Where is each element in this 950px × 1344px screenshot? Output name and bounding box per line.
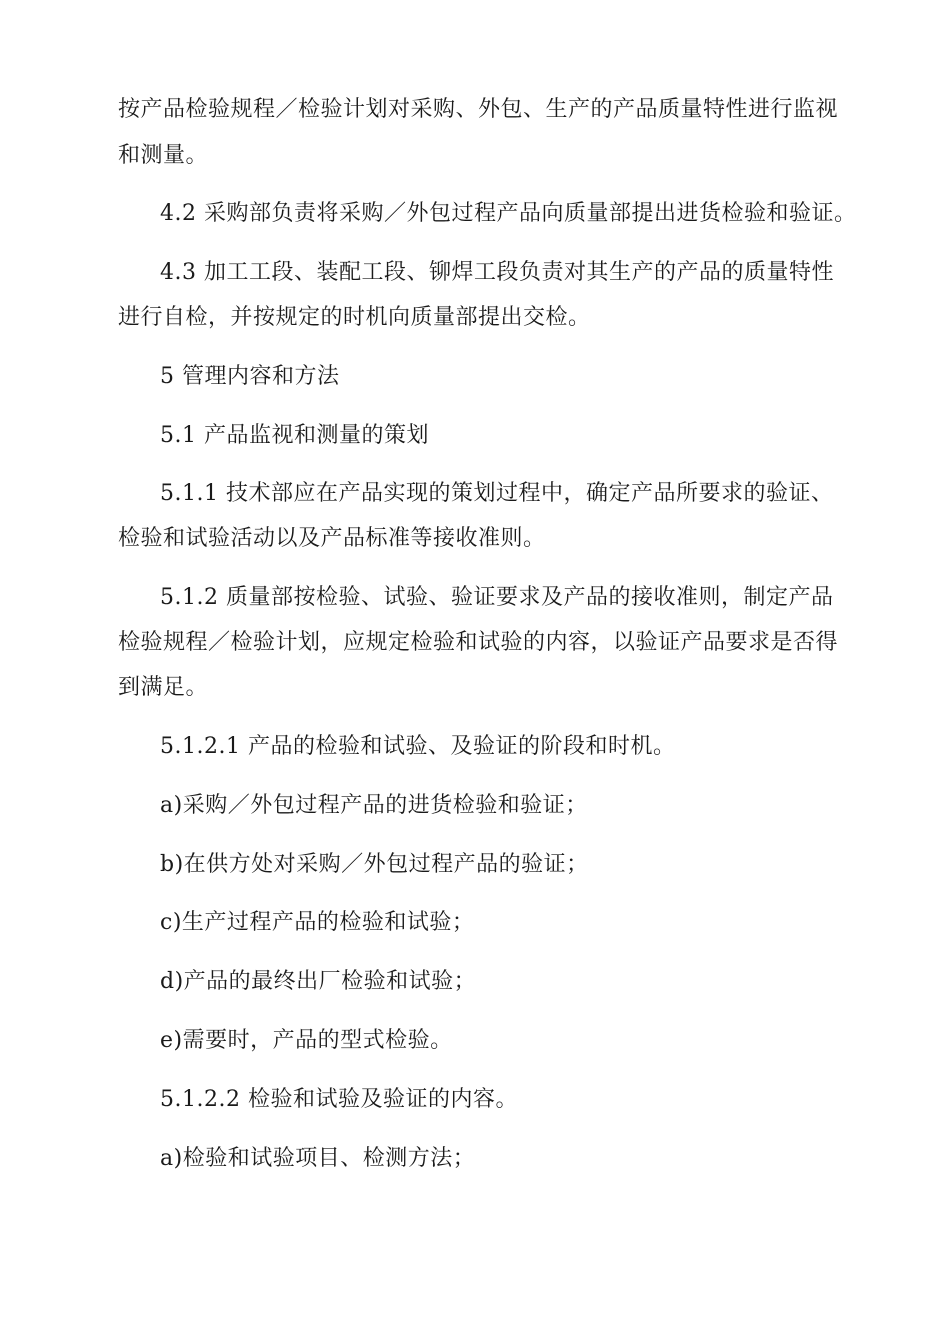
text-line: 5.1.2.2 检验和试验及验证的内容。: [160, 1087, 518, 1112]
text-line: 检验和试验活动以及产品标准等接收准则。: [118, 526, 546, 551]
section-heading: 5 管理内容和方法: [160, 364, 340, 389]
text-line: 进行自检，并按规定的时机向质量部提出交检。: [118, 305, 591, 330]
text-line: 和测量。: [118, 143, 209, 168]
section-heading: 5.1 产品监视和测量的策划: [160, 423, 429, 448]
list-item: e)需要时，产品的型式检验。: [160, 1028, 453, 1053]
text-line: 4.2 采购部负责将采购／外包过程产品向质量部提出进货检验和验证。: [160, 201, 857, 226]
text-line: 到满足。: [118, 675, 209, 700]
list-item: a)采购／外包过程产品的进货检验和验证；: [160, 793, 588, 818]
list-item: d)产品的最终出厂检验和试验；: [160, 969, 477, 994]
list-item: b)在供方处对采购／外包过程产品的验证；: [160, 852, 589, 877]
list-item: a)检验和试验项目、检测方法；: [160, 1146, 476, 1171]
text-line: 5.1.2.1 产品的检验和试验、及验证的阶段和时机。: [160, 734, 676, 759]
text-line: 5.1.1 技术部应在产品实现的策划过程中，确定产品所要求的验证、: [160, 481, 834, 506]
text-line: 5.1.2 质量部按检验、试验、验证要求及产品的接收准则，制定产品: [160, 585, 834, 610]
text-line: 检验规程／检验计划，应规定检验和试验的内容，以验证产品要求是否得: [118, 630, 839, 655]
list-item: c)生产过程产品的检验和试验；: [160, 910, 475, 935]
text-line: 4.3 加工工段、装配工段、铆焊工段负责对其生产的产品的质量特性: [160, 260, 834, 285]
text-line: 按产品检验规程／检验计划对采购、外包、生产的产品质量特性进行监视: [118, 97, 839, 122]
